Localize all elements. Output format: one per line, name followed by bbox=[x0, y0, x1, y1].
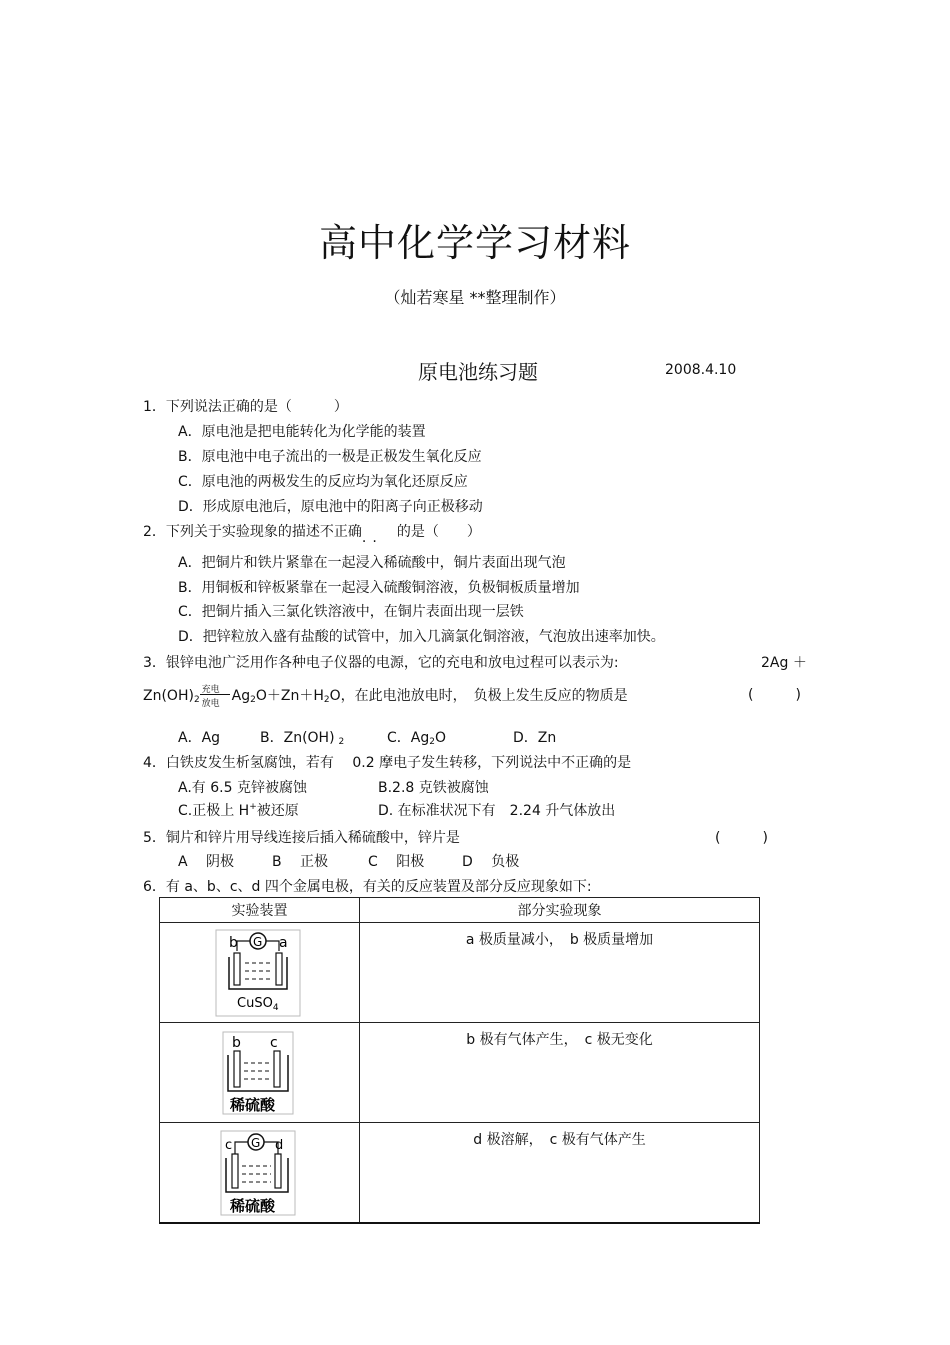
q4-option-c-text: C.正极上 H bbox=[178, 803, 250, 819]
q1-stem: 1．下列说法正确的是（ ） bbox=[143, 399, 348, 415]
table-row bbox=[160, 923, 760, 1023]
eq-tail: O，在此电池放电时， 负极上发生反应的物质是 bbox=[329, 688, 628, 704]
eq-ag: Ag bbox=[231, 688, 251, 704]
q2-option-b: B．用铜板和锌板紧靠在一起浸入硫酸铜溶液，负极铜板质量增加 bbox=[178, 580, 580, 596]
observation-cell: d 极溶解， c 极有气体产生 bbox=[360, 1123, 760, 1224]
page-subtitle: （灿若寒星 **整理制作） bbox=[384, 288, 566, 307]
q3-option-b-sub: 2 bbox=[338, 737, 345, 747]
q1-option-b: B．原电池中电子流出的一极是正极发生氧化反应 bbox=[178, 449, 482, 465]
q5-option-d: D 负极 bbox=[462, 854, 520, 870]
electrode-left-label: b bbox=[232, 1034, 241, 1051]
eq-sub-2b: 2 bbox=[250, 695, 256, 705]
cell-apparatus-diagram-1 bbox=[215, 929, 301, 1017]
solution-label: 稀硫酸 bbox=[230, 1196, 276, 1215]
q6-stem: 6．有 a、b、c、d 四个金属电极，有关的反应装置及部分反应现象如下: bbox=[143, 879, 592, 895]
q2-option-d: D．把锌粒放入盛有盐酸的试管中，加入几滴氯化铜溶液，气泡放出速率加快。 bbox=[178, 629, 665, 645]
section-date: 2008.4.10 bbox=[665, 362, 737, 378]
eq-sub-2c: 2 bbox=[323, 695, 330, 705]
observation-cell: b 极有气体产生， c 极无变化 bbox=[360, 1023, 760, 1123]
q3-option-d: D．Zn bbox=[513, 730, 557, 746]
header-apparatus: 实验装置 bbox=[160, 898, 360, 923]
arrow-bar bbox=[200, 694, 230, 695]
q4-option-c-tail: 被还原 bbox=[256, 803, 299, 819]
q3-paren: ( ) bbox=[748, 687, 801, 703]
q5-option-b: B 正极 bbox=[272, 854, 329, 870]
q4-option-c-sup: + bbox=[249, 802, 257, 812]
q1-option-d: D．形成原电池后，原电池中的阳离子向正极移动 bbox=[178, 499, 483, 515]
q4-option-a: A.有 6.5 克锌被腐蚀 bbox=[178, 780, 307, 796]
q2-stem-b: 的是（ ） bbox=[396, 524, 481, 540]
q3-equation bbox=[143, 684, 628, 709]
page-title: 高中化学学习材料 bbox=[318, 221, 631, 265]
q3-option-c bbox=[387, 727, 446, 747]
q5-stem: 5．铜片和锌片用导线连接后插入稀硫酸中，锌片是 bbox=[143, 830, 460, 846]
q3-option-c-o: O bbox=[434, 730, 447, 746]
q2-stem bbox=[143, 521, 481, 546]
electrode-right-label: d bbox=[275, 1137, 284, 1153]
q5-option-a: A 阴极 bbox=[178, 854, 235, 870]
eq-sub-2: 2 bbox=[193, 695, 200, 705]
q3-option-c-text: C．Ag bbox=[387, 730, 430, 746]
experiment-table bbox=[159, 897, 760, 1224]
q4-option-d: D. 在标准状况下有 2.24 升气体放出 bbox=[378, 803, 616, 819]
apparatus-cell bbox=[160, 1123, 360, 1224]
apparatus-cell bbox=[160, 1023, 360, 1123]
q2-option-a: A．把铜片和铁片紧靠在一起浸入稀硫酸中，铜片表面出现气泡 bbox=[178, 555, 566, 571]
galvanometer-label: G bbox=[251, 1135, 261, 1150]
galvanometer-label: G bbox=[253, 934, 263, 949]
electrode-left-label: b bbox=[229, 934, 238, 951]
q1-option-a: A．原电池是把电能转化为化学能的装置 bbox=[178, 424, 426, 440]
q1-option-c: C．原电池的两极发生的反应均为氧化还原反应 bbox=[178, 474, 468, 490]
eq-o-zn-h: O＋Zn＋H bbox=[255, 688, 324, 704]
q4-stem: 4．白铁皮发生析氢腐蚀，若有 0.2 摩电子发生转移，下列说法中不正确的是 bbox=[143, 755, 632, 771]
table-header-row bbox=[160, 898, 760, 923]
arrow-top-label: 充电 bbox=[201, 685, 220, 695]
header-phenomena: 部分实验现象 bbox=[360, 898, 760, 923]
electrode-left-label: c bbox=[225, 1137, 233, 1153]
q5-option-c: C 阳极 bbox=[368, 854, 425, 870]
solution-label: 稀硫酸 bbox=[230, 1095, 276, 1114]
q3-option-b-text: B．Zn(OH) bbox=[260, 730, 335, 746]
q4-option-b: B.2.8 克铁被腐蚀 bbox=[378, 780, 489, 796]
arrow-bottom-label: 放电 bbox=[201, 699, 220, 709]
table-row bbox=[160, 1023, 760, 1123]
reversible-arrow bbox=[200, 684, 232, 709]
cell-apparatus-diagram-3 bbox=[220, 1130, 300, 1216]
q3-stem: 3．银锌电池广泛用作各种电子仪器的电源，它的充电和放电过程可以表示为: bbox=[143, 655, 619, 671]
table-row bbox=[160, 1123, 760, 1224]
section-title: 原电池练习题 bbox=[418, 360, 538, 384]
q4-option-c bbox=[178, 800, 299, 820]
observation-cell: a 极质量减小， b 极质量增加 bbox=[360, 923, 760, 1023]
emphasis-dots: .. bbox=[361, 530, 383, 546]
apparatus-cell bbox=[160, 923, 360, 1023]
electrode-right-label: c bbox=[270, 1034, 278, 1051]
cell-apparatus-diagram-2 bbox=[222, 1031, 308, 1115]
q2-stem-a: 2．下列关于实验现象的描述不正确 bbox=[143, 524, 362, 540]
eq-zn-oh: Zn(OH) bbox=[143, 688, 194, 704]
q3-option-b bbox=[260, 727, 344, 747]
q5-paren: ( ) bbox=[715, 830, 768, 846]
electrode-right-label: a bbox=[279, 934, 288, 951]
q3-option-c-sub: 2 bbox=[429, 737, 435, 747]
q2-option-c: C．把铜片插入三氯化铁溶液中，在铜片表面出现一层铁 bbox=[178, 604, 524, 620]
q3-stem-right: 2Ag ＋ bbox=[761, 655, 807, 671]
q3-option-a: A．Ag bbox=[178, 730, 221, 746]
solution-label: CuSO$_4$ bbox=[237, 995, 279, 1013]
